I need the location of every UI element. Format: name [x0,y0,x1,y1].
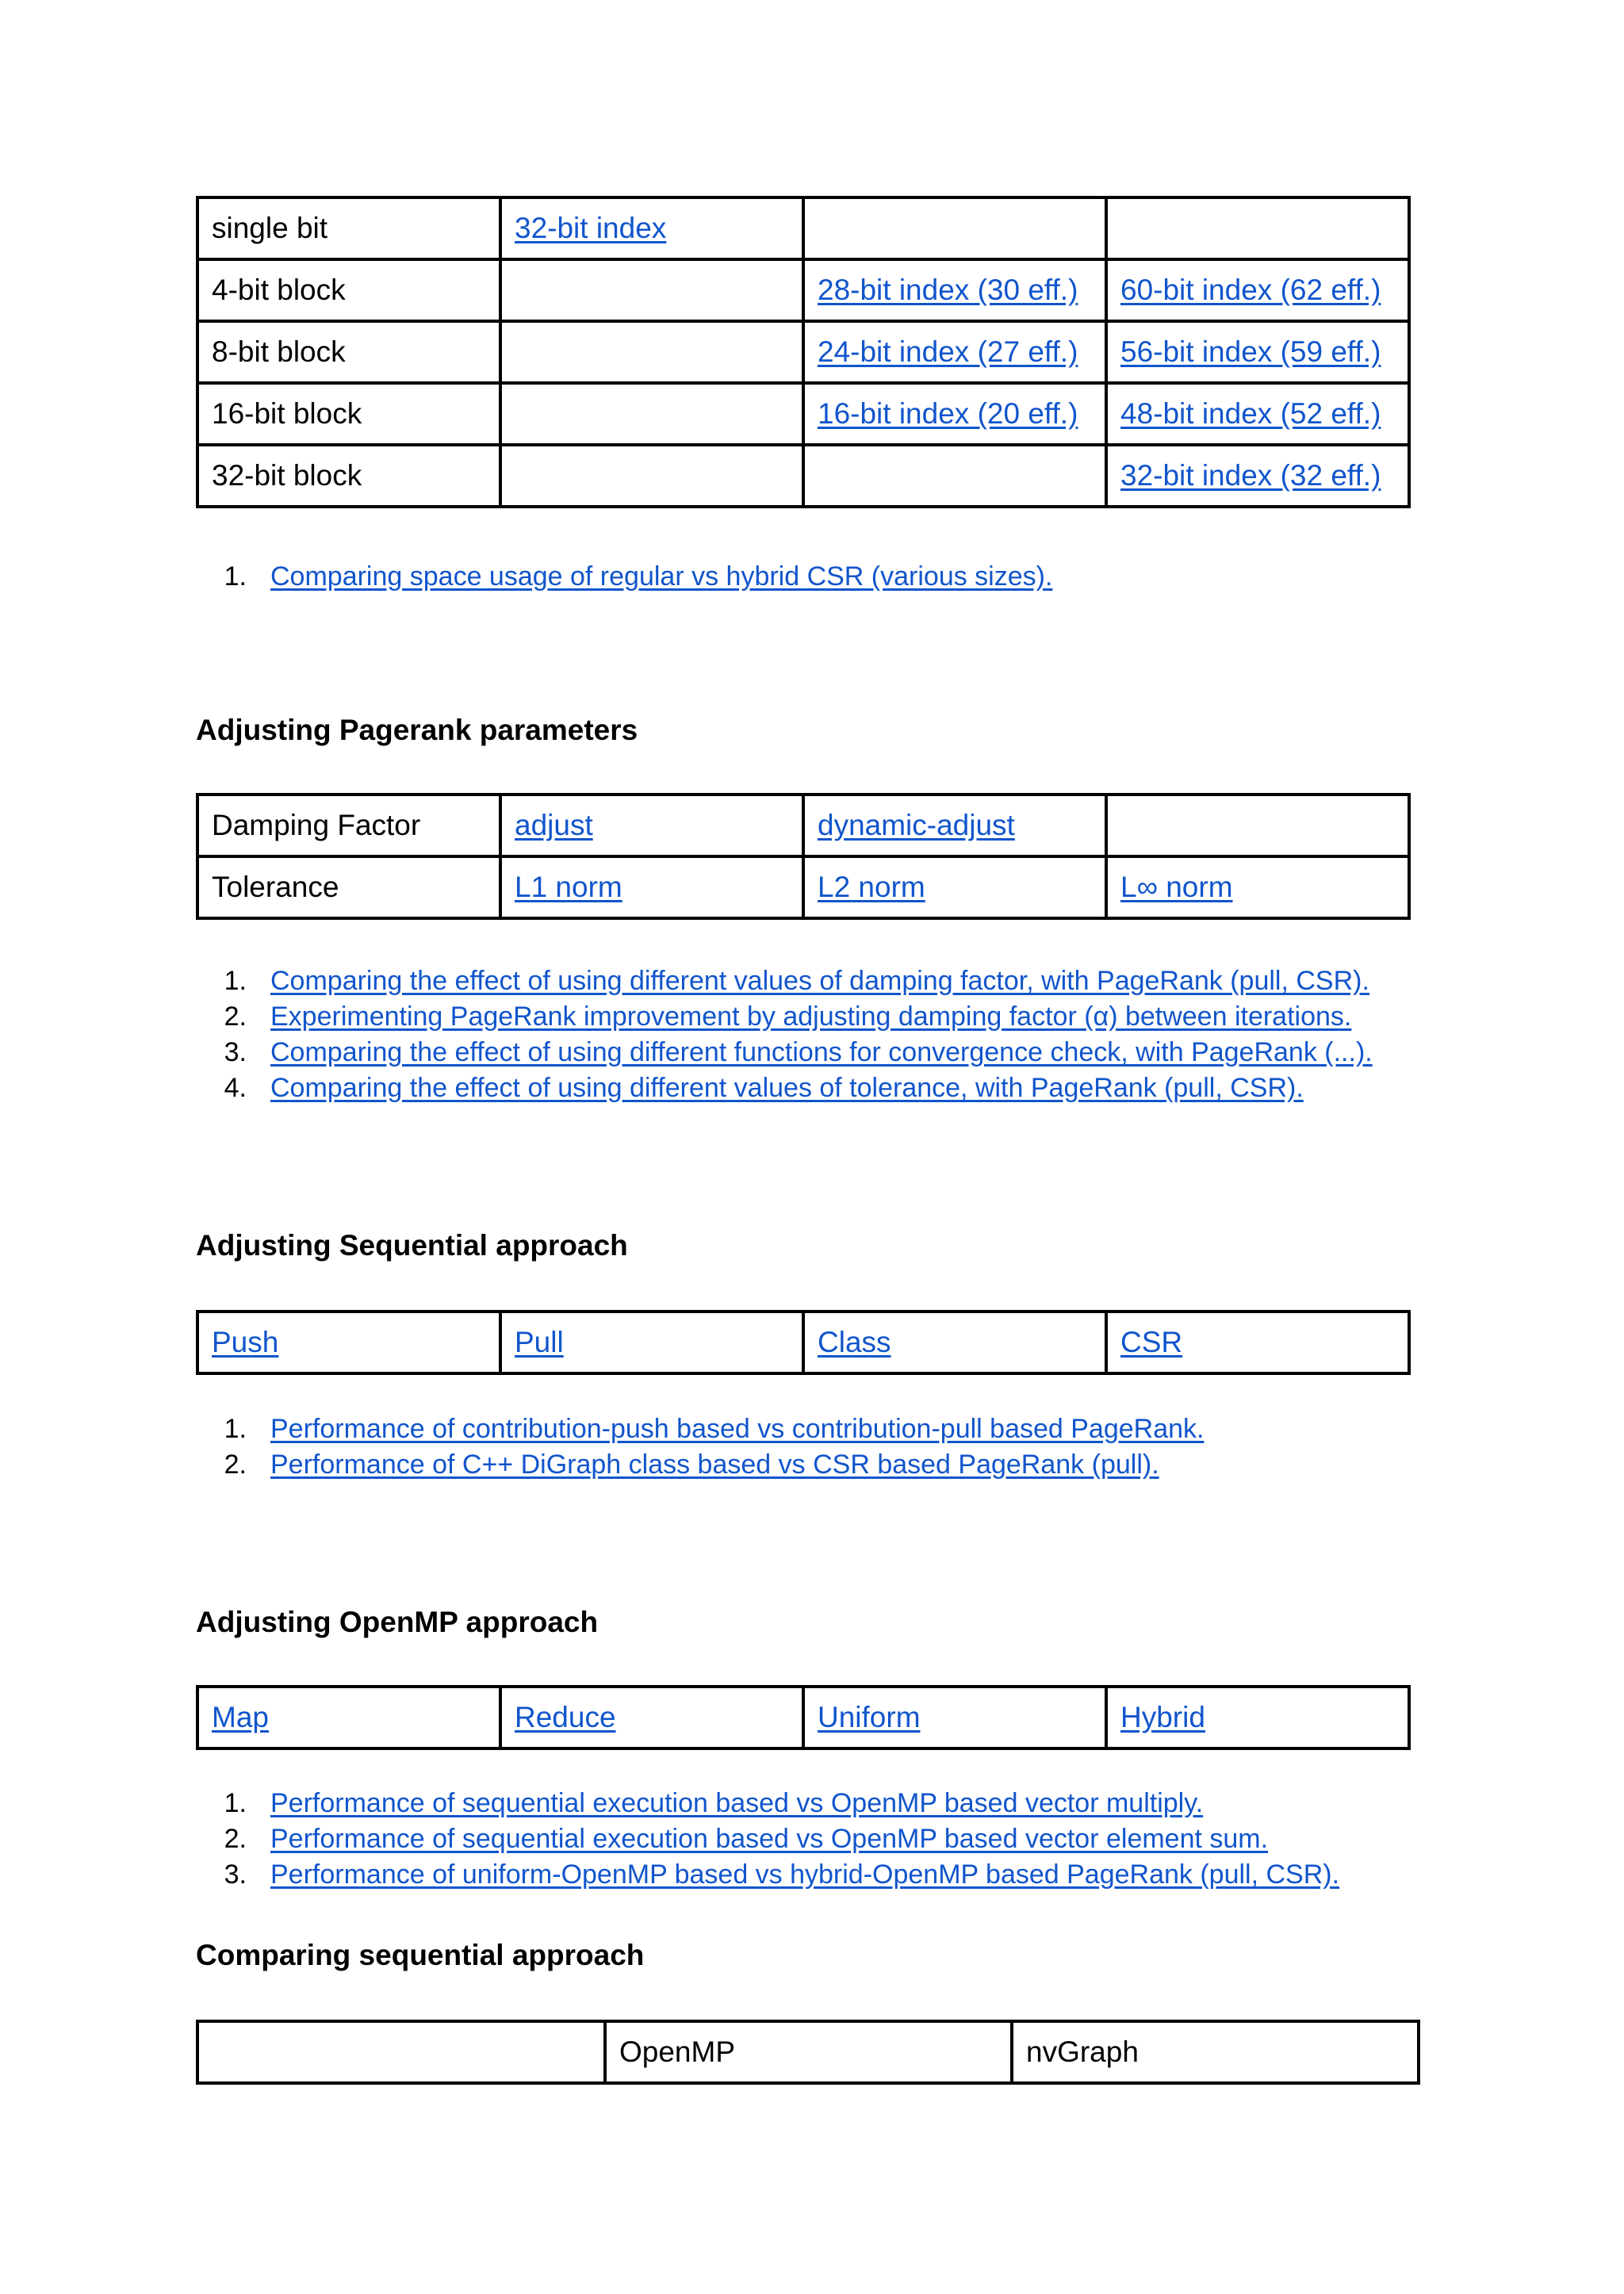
list-item [196,1411,1204,1447]
reference-list-pagerank [196,963,1373,1106]
table-row [197,856,1409,918]
reference-list-openmp [196,1786,1339,1893]
list-number: 3. [224,1859,247,1890]
list-item [196,1821,1339,1857]
map-link[interactable]: Map [212,1701,269,1733]
pull-link[interactable]: Pull [515,1326,564,1358]
index-link[interactable]: 48-bit index (52 eff.) [1120,397,1381,430]
reference-link[interactable]: Performance of contribution-push based vs contribution-pull based PageRank. [270,1414,1205,1444]
list-item [196,1857,1339,1893]
list-number: 2. [224,1824,247,1854]
table-cell [803,1312,1106,1373]
table-cell [197,1312,500,1373]
l2-norm-link[interactable]: L2 norm [818,871,925,903]
table-cell: Tolerance [197,856,500,918]
comparing-approach-table [196,2020,1420,2085]
reference-link[interactable]: Comparing the effect of using different values of damping factor, with PageRank (pull, CSR). [270,966,1369,996]
table-row [197,259,1409,321]
hybrid-link[interactable]: Hybrid [1120,1701,1205,1733]
list-number: 3. [224,1037,247,1067]
list-item [196,1035,1373,1070]
index-link[interactable]: 32-bit index [515,212,667,244]
index-link[interactable]: 60-bit index (62 eff.) [1120,274,1381,306]
table-cell [500,321,803,383]
table-cell [803,259,1106,321]
table-cell [500,1312,803,1373]
csr-link[interactable]: CSR [1120,1326,1183,1358]
table-cell [500,197,803,259]
list-item [196,999,1373,1035]
index-link[interactable]: 24-bit index (27 eff.) [818,335,1078,368]
table-cell [803,197,1106,259]
reference-link[interactable]: Performance of C++ DiGraph class based vs CSR based PageRank (pull). [270,1450,1159,1480]
table-row [197,321,1409,383]
table-cell [1106,1312,1409,1373]
linf-norm-link[interactable]: L∞ norm [1120,871,1233,903]
table-cell [500,795,803,856]
list-number: 1. [224,966,247,996]
reference-link[interactable]: Experimenting PageRank improvement by adjusting damping factor (α) between iterations. [270,1001,1352,1032]
section-heading-pagerank: Adjusting Pagerank parameters [196,714,638,746]
reference-link[interactable]: Comparing the effect of using different values of tolerance, with PageRank (pull, CSR). [270,1073,1304,1103]
table-row [197,383,1409,445]
table-row [197,1687,1409,1748]
openmp-approach-table [196,1685,1411,1750]
table-cell [803,383,1106,445]
sequential-approach-table [196,1310,1411,1375]
table-cell [500,383,803,445]
class-link[interactable]: Class [818,1326,891,1358]
table-cell [803,795,1106,856]
reference-link[interactable]: Comparing the effect of using different functions for convergence check, with PageRank (...). [270,1037,1373,1067]
table-cell [197,2021,605,2083]
table-cell: Damping Factor [197,795,500,856]
table-cell [803,445,1106,507]
table-cell [1106,383,1409,445]
table-cell: 8-bit block [197,321,500,383]
table-cell [1106,259,1409,321]
table-cell [803,856,1106,918]
reference-link[interactable]: Performance of sequential execution based vs OpenMP based vector multiply. [270,1788,1204,1818]
table-cell [1106,445,1409,507]
table-cell: nvGraph [1012,2021,1419,2083]
index-link[interactable]: 28-bit index (30 eff.) [818,274,1078,306]
table-cell [1106,1687,1409,1748]
list-number: 1. [224,1414,247,1444]
reference-link[interactable]: Performance of uniform-OpenMP based vs hybrid-OpenMP based PageRank (pull, CSR). [270,1859,1340,1890]
table-cell [803,321,1106,383]
reference-link[interactable]: Comparing space usage of regular vs hybrid CSR (various sizes). [270,561,1053,592]
table-cell [1106,321,1409,383]
table-cell [500,856,803,918]
pagerank-params-table [196,793,1411,920]
reference-list-sizes [196,559,1052,595]
index-link[interactable]: 56-bit index (59 eff.) [1120,335,1381,368]
table-cell [803,1687,1106,1748]
reference-list-sequential [196,1411,1204,1483]
section-heading-sequential: Adjusting Sequential approach [196,1229,628,1262]
index-link[interactable]: 16-bit index (20 eff.) [818,397,1078,430]
section-heading-comparing: Comparing sequential approach [196,1939,645,1971]
list-item [196,559,1052,595]
table-row [197,1312,1409,1373]
reference-link[interactable]: Performance of sequential execution based vs OpenMP based vector element sum. [270,1824,1269,1854]
list-item [196,1070,1373,1106]
block-size-table [196,196,1411,508]
table-cell [500,1687,803,1748]
table-cell [1106,795,1409,856]
push-link[interactable]: Push [212,1326,279,1358]
table-cell: OpenMP [605,2021,1012,2083]
list-number: 2. [224,1450,247,1480]
index-link[interactable]: 32-bit index (32 eff.) [1120,459,1381,492]
table-cell: single bit [197,197,500,259]
table-cell: 4-bit block [197,259,500,321]
table-cell [1106,856,1409,918]
dynamic-adjust-link[interactable]: dynamic-adjust [818,809,1015,841]
table-cell [500,445,803,507]
table-row [197,197,1409,259]
list-item [196,1786,1339,1821]
adjust-link[interactable]: adjust [515,809,593,841]
l1-norm-link[interactable]: L1 norm [515,871,622,903]
reduce-link[interactable]: Reduce [515,1701,616,1733]
list-number: 1. [224,561,247,592]
list-item [196,963,1373,999]
table-cell [1106,197,1409,259]
uniform-link[interactable]: Uniform [818,1701,921,1733]
table-cell: 16-bit block [197,383,500,445]
table-row [197,795,1409,856]
section-heading-openmp: Adjusting OpenMP approach [196,1606,599,1638]
table-cell [500,259,803,321]
list-number: 2. [224,1001,247,1032]
list-number: 4. [224,1073,247,1103]
table-row [197,445,1409,507]
table-cell [197,1687,500,1748]
table-row [197,2021,1419,2083]
list-item [196,1447,1204,1483]
table-cell: 32-bit block [197,445,500,507]
list-number: 1. [224,1788,247,1818]
